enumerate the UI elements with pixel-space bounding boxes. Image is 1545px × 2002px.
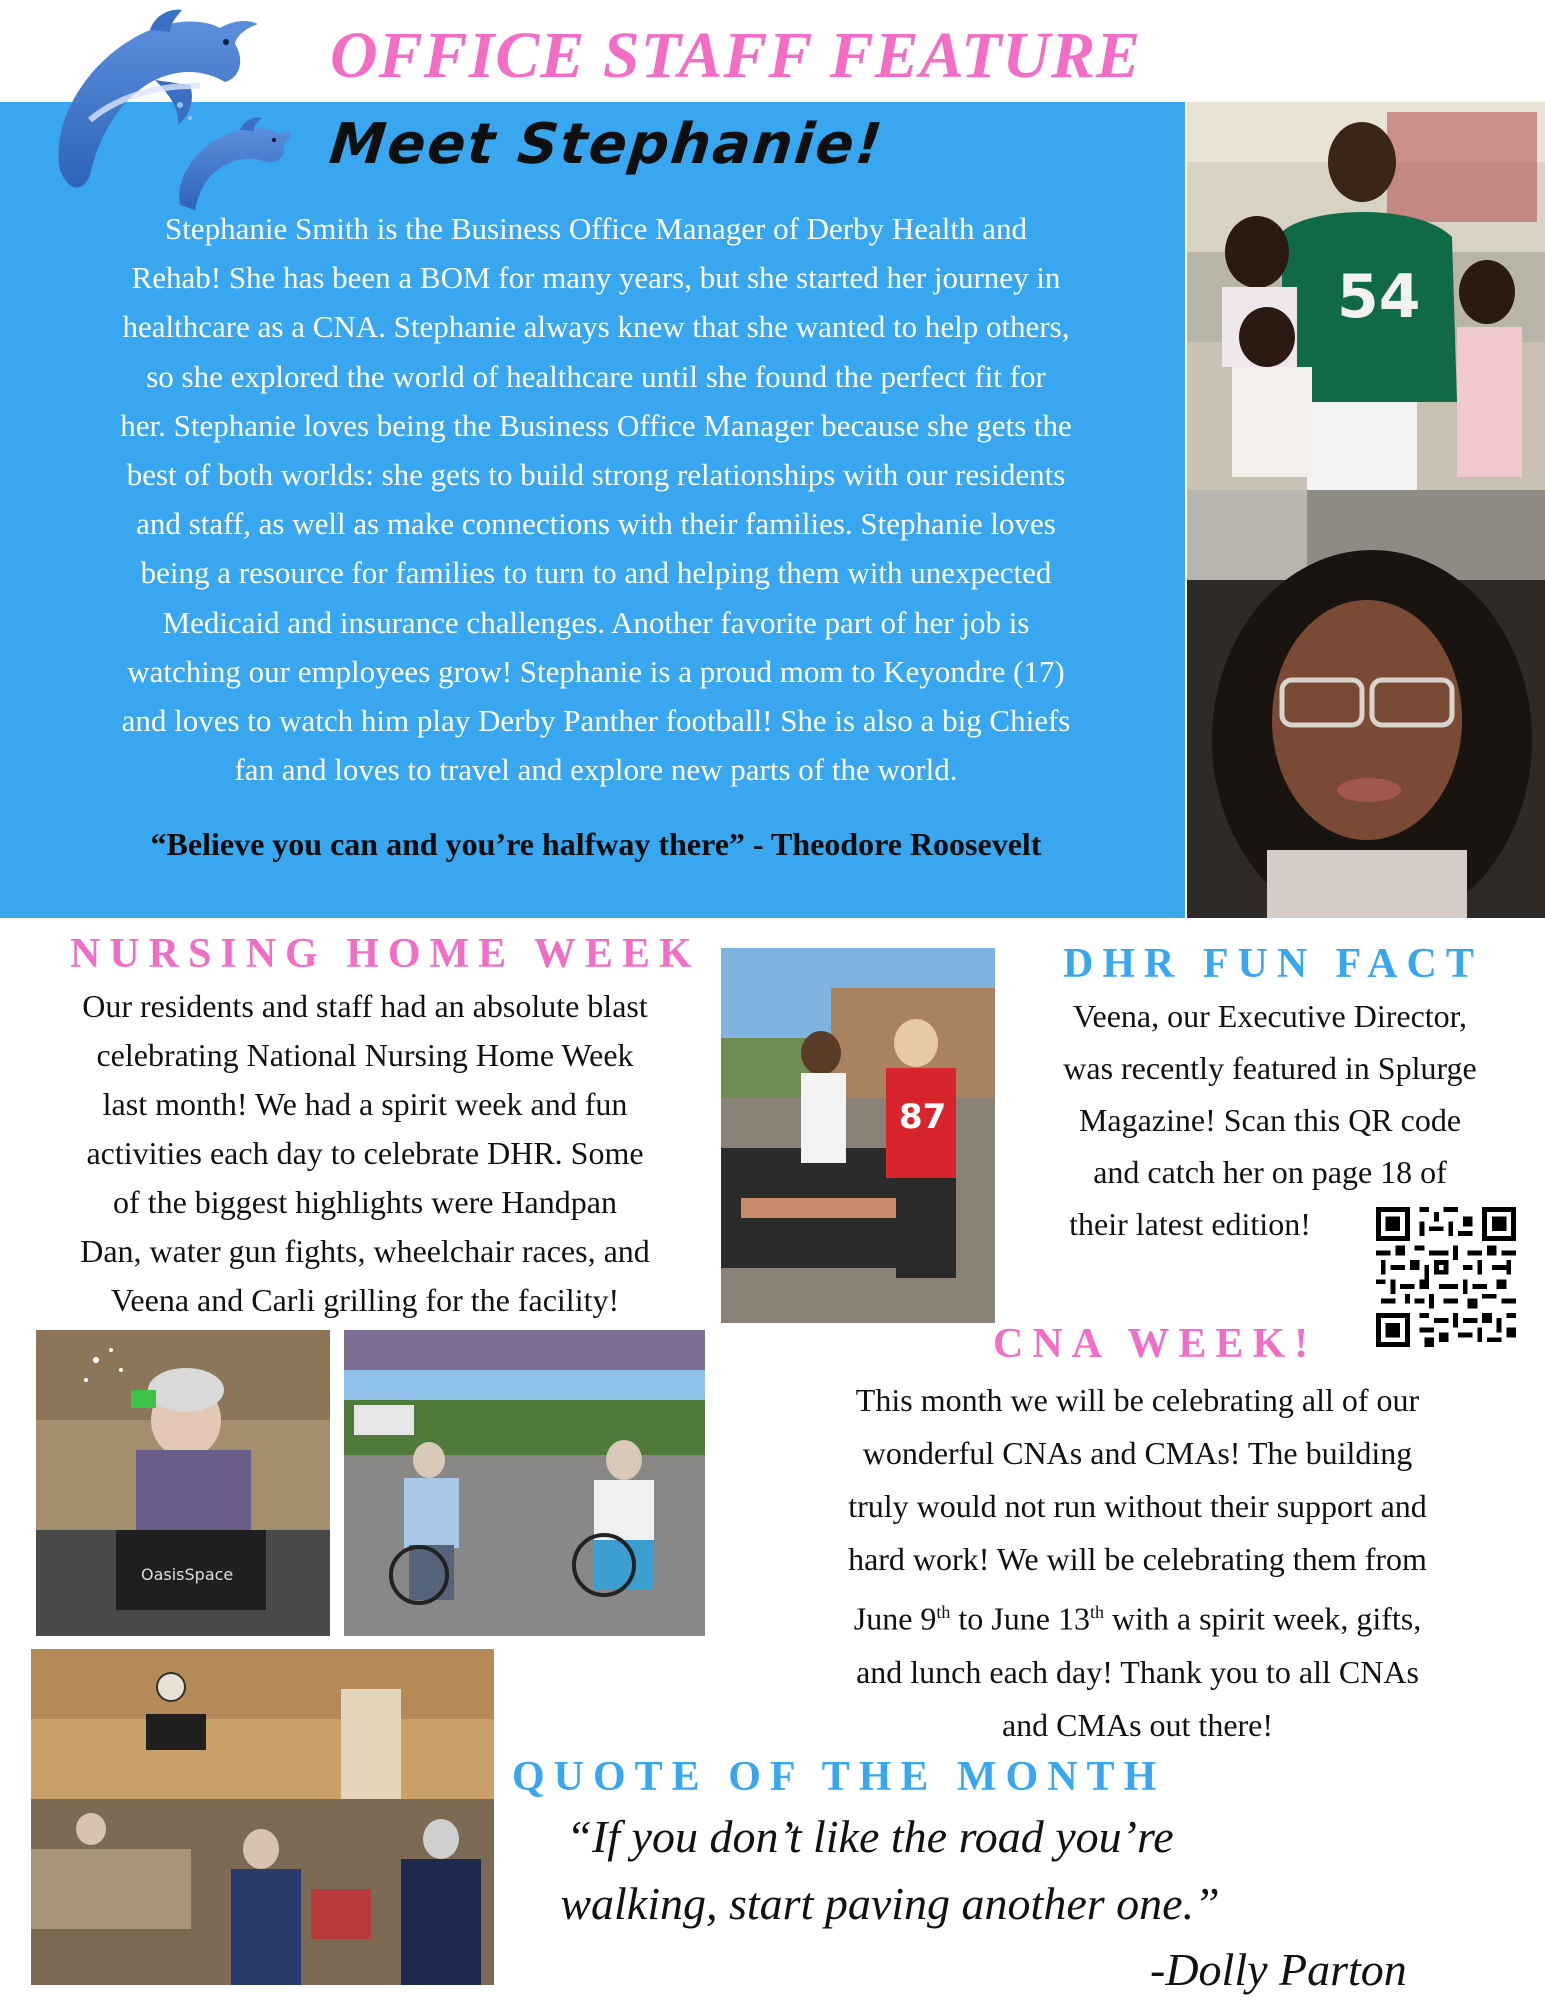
text-line: truly would not run without their support and — [848, 1488, 1427, 1524]
text-line: and lunch each day! Thank you to all CNAs — [856, 1653, 1419, 1690]
bio-line: fan and loves to travel and explore new parts of the world. — [234, 752, 958, 788]
nursing-home-week-text — [20, 982, 710, 1325]
qr-code[interactable] — [1376, 1207, 1516, 1347]
text-line: last month! We had a spirit week and fun — [102, 1086, 628, 1122]
bio-line: so she explored the world of healthcare until she found the perfect fit for — [146, 358, 1046, 394]
feature-bio — [16, 204, 1176, 794]
dolphins-illustration — [30, 0, 290, 215]
nursing-home-week-heading: NURSING HOME WEEK — [70, 931, 701, 977]
handpan-dan-photo — [31, 1649, 494, 1985]
text-line: of the biggest highlights were Handpan — [113, 1184, 617, 1220]
quote-of-month-heading: QUOTE OF THE MONTH — [512, 1754, 1166, 1800]
feature-heading: Meet Stephanie! — [326, 112, 887, 177]
text-line: Dan, water gun fights, wheelchair races, and — [80, 1233, 650, 1269]
text-line: and CMAs out there! — [1001, 1706, 1274, 1743]
text-line: and catch her on page 18 of — [1093, 1154, 1447, 1190]
date-tail: with a spirit week, gifts, — [1103, 1600, 1422, 1637]
grilling-photo — [721, 948, 995, 1323]
bio-line: Medicaid and insurance challenges. Another favorite part of her job is — [162, 604, 1030, 640]
text-line: celebrating National Nursing Home Week — [96, 1037, 634, 1073]
text-line: Veena and Carli grilling for the facility! — [110, 1282, 620, 1318]
page-title: OFFICE STAFF FEATURE — [330, 19, 1142, 92]
quote-of-month-line-2: walking, start paving another one.” — [560, 1878, 1220, 1929]
text-line: was recently featured in Splurge — [1063, 1050, 1477, 1086]
cna-date-line — [755, 1586, 1520, 1646]
text-line: Our residents and staff had an absolute blast — [82, 988, 648, 1024]
bio-line: and loves to watch him play Derby Panther football! She is also a big Chiefs — [121, 703, 1071, 739]
date-start: June 9 — [853, 1600, 937, 1637]
text-line: This month we will be celebrating all of our — [855, 1382, 1420, 1418]
feature-quote: “Believe you can and you’re halfway there” - Theodore Roosevelt — [150, 826, 1042, 862]
text-line: Magazine! Scan this QR code — [1078, 1102, 1462, 1138]
text-line: wonderful CNAs and CMAs! The building — [862, 1435, 1413, 1471]
date-end-suffix: th — [1089, 1602, 1104, 1622]
bio-line: being a resource for families to turn to and helping them with unexpected — [140, 555, 1052, 591]
grill-jersey-number: 87 — [899, 1097, 947, 1137]
bio-line: her. Stephanie loves being the Business Office Manager because she gets the — [120, 407, 1072, 443]
family-photo — [1187, 102, 1545, 490]
water-gun-photo — [36, 1330, 330, 1636]
bio-line: healthcare as a CNA. Stephanie always knew that she wanted to help others, — [122, 309, 1070, 345]
bio-line: and staff, as well as make connections with their families. Stephanie loves — [136, 506, 1056, 542]
bio-line: watching our employees grow! Stephanie is a proud mom to Keyondre (17) — [127, 653, 1065, 689]
bio-line: Rehab! She has been a BOM for many years, but she started her journey in — [131, 260, 1061, 296]
dhr-fun-fact-heading: DHR FUN FACT — [1063, 941, 1483, 987]
date-end: to June 13 — [950, 1600, 1090, 1637]
cna-week-text — [755, 1374, 1520, 1752]
quote-of-month-line-1: “If you don’t like the road you’re — [566, 1811, 1174, 1862]
bio-line: Stephanie Smith is the Business Office Manager of Derby Health and — [164, 211, 1028, 246]
date-start-suffix: th — [936, 1602, 951, 1622]
text-line: hard work! We will be celebrating them from — [848, 1541, 1427, 1577]
text-line: their latest edition! — [1069, 1206, 1311, 1242]
bio-line: best of both worlds: she gets to build strong relationships with our residents — [126, 457, 1066, 493]
quote-of-month-author: -Dolly Parton — [1150, 1944, 1407, 1995]
wheelchair-races-photo — [344, 1330, 705, 1636]
walker-brand: OasisSpace — [141, 1565, 234, 1584]
cna-week-heading: CNA WEEK! — [993, 1321, 1318, 1367]
text-line: activities each day to celebrate DHR. Some — [86, 1135, 644, 1171]
text-line: Veena, our Executive Director, — [1072, 998, 1468, 1034]
stephanie-selfie-photo — [1187, 490, 1545, 918]
jersey-number: 54 — [1337, 262, 1421, 332]
